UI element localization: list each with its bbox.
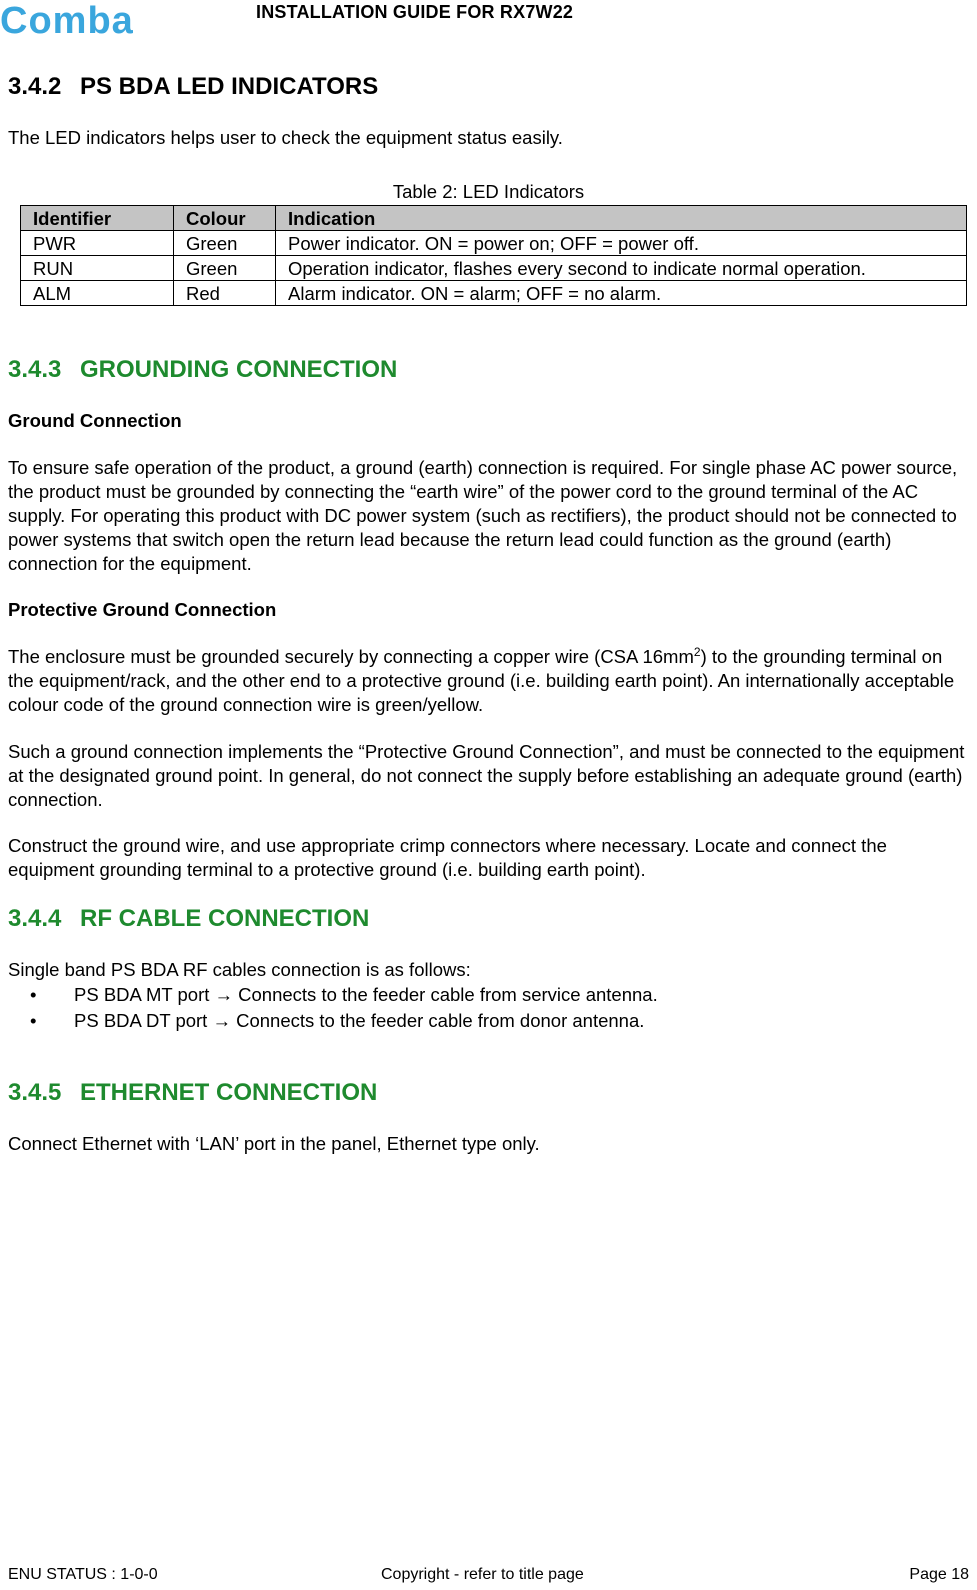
paragraph-text: The enclosure must be grounded securely by connecting a copper wire (CSA 16mm — [8, 646, 694, 667]
list-item-text: PS BDA MT port → Connects to the feeder cable from service antenna. — [74, 984, 658, 1005]
table-cell: Green — [174, 231, 276, 256]
footer-copyright: Copyright - refer to title page — [381, 1566, 584, 1583]
footer-status: ENU STATUS : 1-0-0 — [8, 1566, 158, 1583]
table-cell: ALM — [21, 281, 174, 306]
section-number: 3.4.4 — [8, 905, 62, 932]
section-3-4-2-heading — [8, 73, 378, 101]
list-item — [30, 983, 658, 1007]
ground-connection-paragraph: To ensure safe operation of the product, a ground (earth) connection is required. For single phase AC power source, the product must be grounded by connecting the “earth wire” of the power cord to the ground terminal of the AC supply. For operating this product with DC power system (such as rectifiers), the product should not be connected to power systems that switch open the return lead because the return lead could function as the ground (earth) connection for the equipment. — [8, 457, 958, 574]
table-row — [21, 281, 967, 306]
column-header: Indication — [276, 206, 967, 231]
section-3-4-3-heading — [8, 356, 397, 384]
table-row — [21, 256, 967, 281]
table-cell: PWR — [21, 231, 174, 256]
bullet-icon: • — [30, 1010, 37, 1031]
table-caption: Table 2: LED Indicators — [392, 181, 585, 202]
rf-cable-intro: Single band PS BDA RF cables connection is as follows: — [8, 959, 471, 980]
table-cell: Green — [174, 256, 276, 281]
protective-ground-connection-paragraph: Such a ground connection implements the “Protective Ground Connection”, and must be connected to the equipment at the designated ground point. In general, do not connect the supply before establishing an adequate ground (earth) connection. — [8, 741, 965, 810]
table-row — [21, 231, 967, 256]
section-title: ETHERNET CONNECTION — [80, 1079, 378, 1106]
paragraph-text: ) to the grounding terminal on the equipment/rack, and the other end to a protective ground (i.e. building earth point). An internationally acceptable colour code of the ground connection wire is green/yellow. — [8, 646, 955, 715]
ground-wire-paragraph: Construct the ground wire, and use appropriate crimp connectors where necessary. Locate and connect the equipment grounding terminal to a protective ground (i.e. building earth point). — [8, 835, 887, 880]
column-header: Identifier — [21, 206, 174, 231]
superscript: 2 — [693, 644, 701, 659]
led-indicators-table — [20, 205, 967, 306]
comba-logo — [0, 4, 182, 38]
document-title: INSTALLATION GUIDE FOR RX7W22 — [256, 2, 574, 22]
table-cell: Power indicator. ON = power on; OFF = power off. — [276, 231, 967, 256]
section-number: 3.4.3 — [8, 356, 62, 383]
table-cell: RUN — [21, 256, 174, 281]
protective-ground-subheading: Protective Ground Connection — [8, 599, 277, 620]
section-number: 3.4.5 — [8, 1079, 62, 1106]
svg-text:Comba: Comba — [0, 4, 134, 38]
section-3-4-5-heading — [8, 1079, 377, 1107]
section-number: 3.4.2 — [8, 73, 62, 100]
bullet-icon: • — [30, 984, 37, 1005]
section-title: RF CABLE CONNECTION — [80, 905, 370, 932]
footer-page-number: Page 18 — [909, 1566, 969, 1583]
section-3-4-4-heading — [8, 905, 369, 933]
column-header: Colour — [174, 206, 276, 231]
led-intro-paragraph: The LED indicators helps user to check the equipment status easily. — [8, 127, 563, 148]
list-item — [30, 1009, 644, 1033]
section-title: GROUNDING CONNECTION — [80, 356, 398, 383]
protective-ground-paragraph — [8, 645, 970, 717]
section-title: PS BDA LED INDICATORS — [80, 73, 379, 100]
table-cell: Red — [174, 281, 276, 306]
table-header-row — [21, 206, 967, 231]
table-cell: Operation indicator, flashes every second to indicate normal operation. — [276, 256, 967, 281]
ground-connection-subheading: Ground Connection — [8, 410, 182, 431]
ethernet-paragraph: Connect Ethernet with ‘LAN’ port in the panel, Ethernet type only. — [8, 1133, 540, 1154]
list-item-text: PS BDA DT port → Connects to the feeder cable from donor antenna. — [74, 1010, 645, 1031]
table-cell: Alarm indicator. ON = alarm; OFF = no alarm. — [276, 281, 967, 306]
